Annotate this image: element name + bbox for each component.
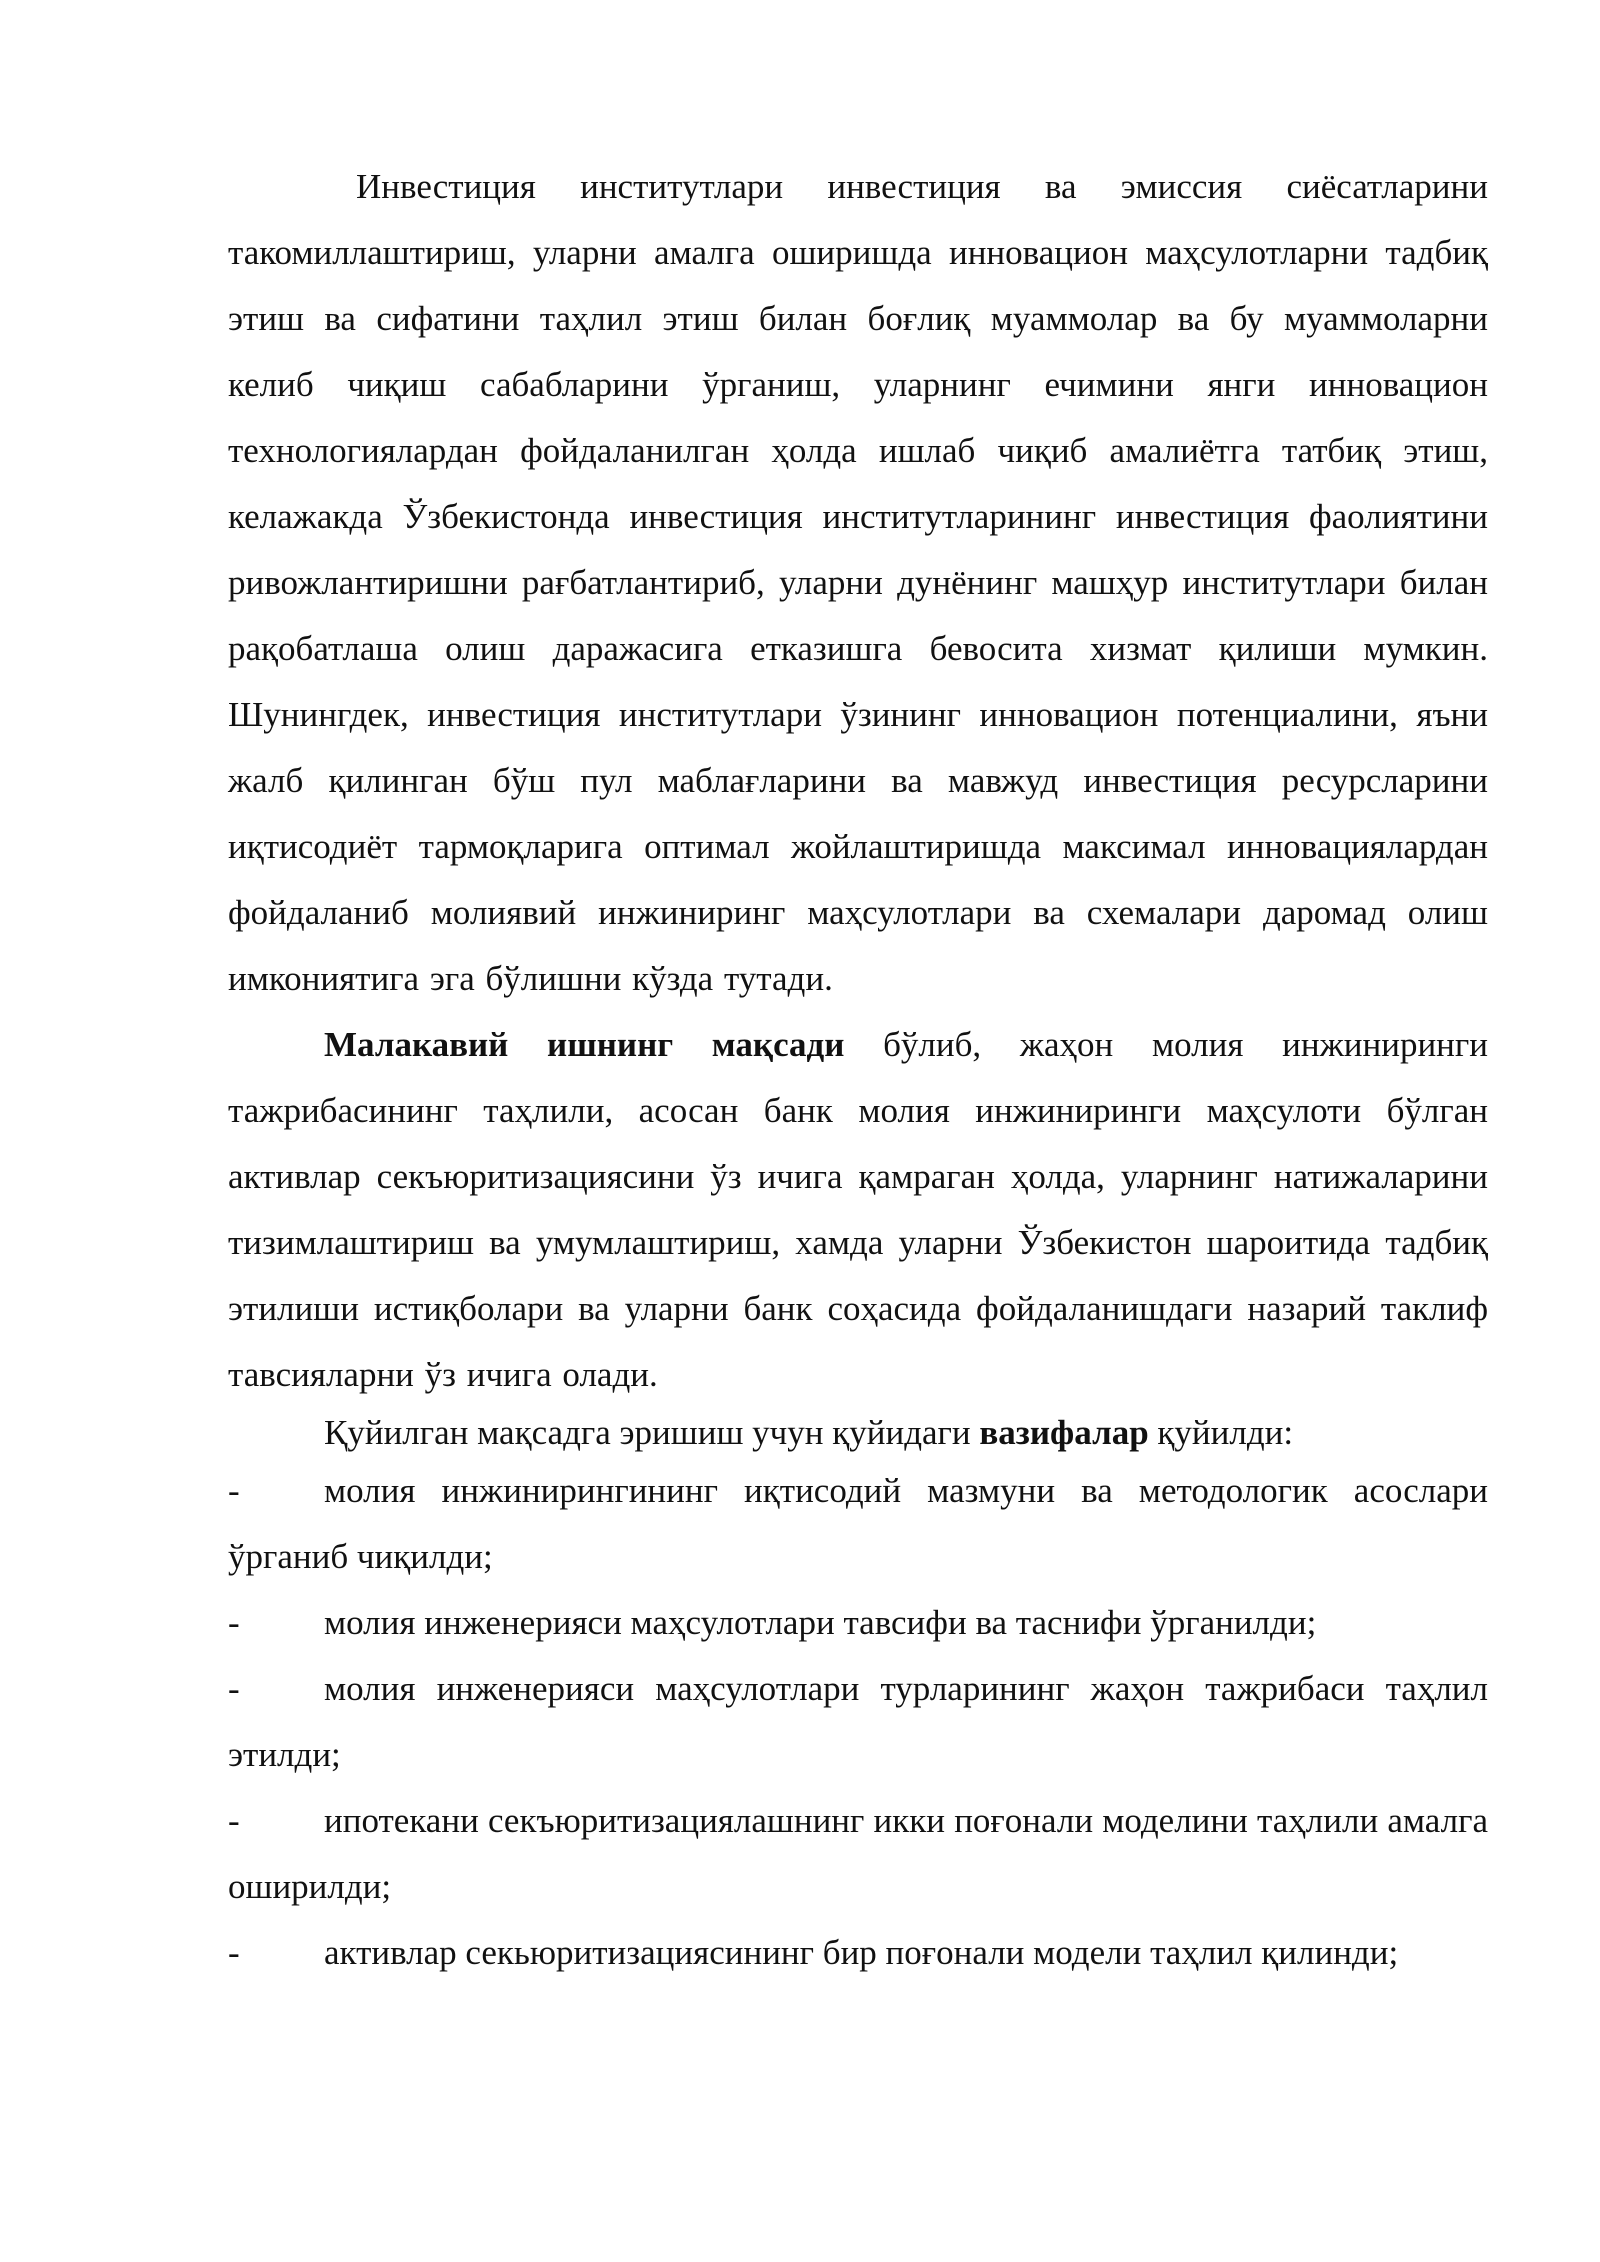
task-text: ипотекани секъюритизациялашнинг икки поғонали моделини таҳлили амалга оширилди; [228, 1801, 1488, 1906]
tasks-intro-before: Қуйилган мақсадга эришиш учун қуйидаги [324, 1413, 980, 1452]
tasks-intro [228, 1408, 1488, 1458]
goal-text: бўлиб, жаҳон молия инжиниринги тажрибасининг таҳлили, асосан банк молия инжиниринги маҳсулоти бўлган активлар секъюритизациясини ўз ичига қамраган ҳолда, уларнинг натижаларини тизимлаштириш ва умумлаштириш, хамда уларни Ўзбекистон шароитида тадбиқ этилиши истиқболари ва уларни банк соҳасида фойдаланишдаги назарий таклиф тавсияларни ўз ичига олади. [228, 1025, 1489, 1394]
goal-bold-lead: Малакавий ишнинг мақсади [324, 1025, 845, 1064]
task-item [228, 1458, 1488, 1590]
paragraph-investment-institutes: Инвестиция институтлари инвестиция ва эмиссия сиёсатларини такомиллаштириш, уларни амалга оширишда инновацион маҳсулотларни тадбиқ этиш ва сифатини таҳлил этиш билан боғлиқ муаммолар ва бу муаммоларни келиб чиқиш сабабларини ўрганиш, уларнинг ечимини янги инновацион технологиялардан фойдаланилган ҳолда ишлаб чиқиб амалиётга татбиқ этиш, келажакда Ўзбекистонда инвестиция институтларининг инвестиция фаолиятини ривожлантиришни рағбатлантириб, уларни дунёнинг машҳур институтлари билан рақобатлаша олиш даражасига етказишга бевосита хизмат қилиши мумкин. Шунингдек, инвестиция институтлари ўзининг инновацион потенциалини, яъни жалб қилинган бўш пул маблағларини ва мавжуд инвестиция ресурсларини иқтисодиёт тармоқларига оптимал жойлаштиришда максимал инновациялардан фойдаланиб молиявий инжиниринг маҳсулотлари ва схемалари даромад олиш имкониятига эга бўлишни кўзда тутади. [228, 167, 1488, 998]
tasks-intro-bold: вазифалар [979, 1413, 1149, 1452]
task-item [228, 1590, 1488, 1656]
tasks-list [228, 1458, 1488, 1986]
list-dash: - [228, 1933, 240, 1972]
list-dash: - [228, 1801, 240, 1840]
tasks-intro-after: қуйилди: [1148, 1413, 1294, 1452]
paragraph-thesis-goal [228, 1012, 1488, 1408]
task-text: молия инжинирингининг иқтисодий мазмуни ва методологик асослари ўрганиб чиқилди; [228, 1471, 1488, 1576]
task-item [228, 1656, 1488, 1788]
task-text: активлар секьюритизациясининг бир поғонали модели таҳлил қилинди; [324, 1933, 1399, 1972]
task-item [228, 1920, 1488, 1986]
list-dash: - [228, 1471, 240, 1510]
list-dash: - [228, 1603, 240, 1642]
list-dash: - [228, 1669, 240, 1708]
task-text: молия инженерияси маҳсулотлари тавсифи ва таснифи ўрганилди; [324, 1603, 1317, 1642]
document-page [228, 154, 1488, 1986]
task-text: молия инженерияси маҳсулотлари турларининг жаҳон тажрибаси таҳлил этилди; [228, 1669, 1488, 1774]
task-item [228, 1788, 1488, 1920]
